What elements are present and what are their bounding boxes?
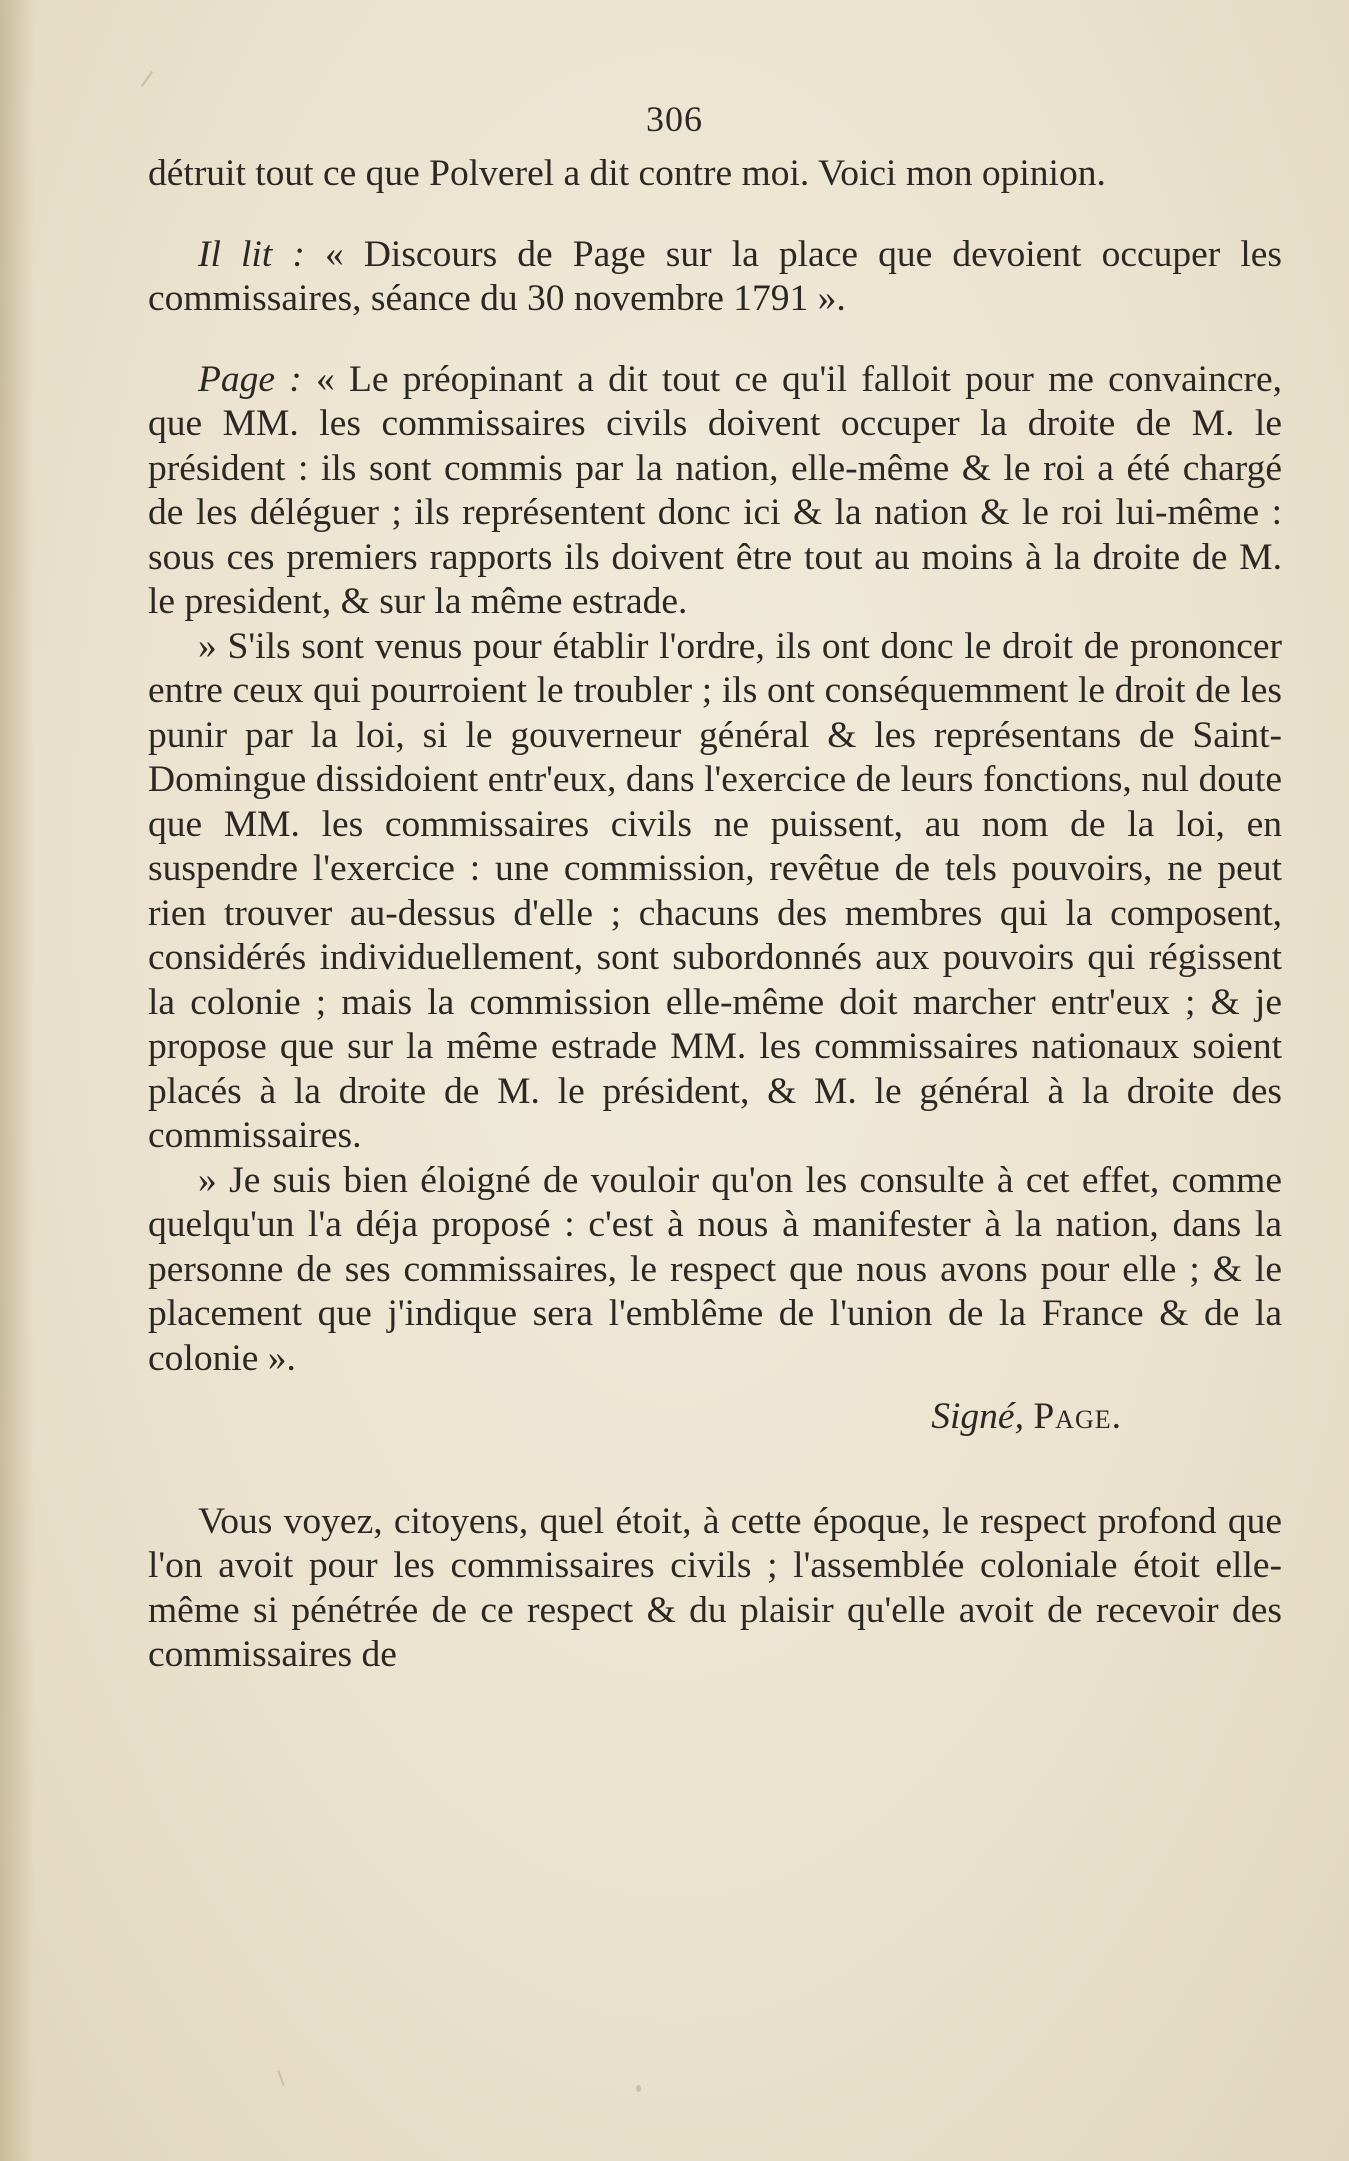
paragraph-text: « Discours de Page sur la place que devoient occuper les commissaires, séance du 30 novembre 1791 ». bbox=[148, 233, 1283, 319]
signature-prefix: Signé, bbox=[931, 1396, 1024, 1437]
paragraph-final: Vous voyez, citoyens, quel étoit, à cette époque, le respect profond que l'on avoit pour les commissaires civils ; l'assemblée coloniale étoit elle-même si pénétrée de ce respect & du plaisir qu'elle avoit de recevoir des commissaires de bbox=[148, 1500, 1282, 1675]
paragraph-il-lit bbox=[148, 233, 1282, 322]
signature-name: Page. bbox=[1033, 1396, 1122, 1437]
speaker-lead: Il lit : bbox=[198, 233, 305, 275]
paper-speck bbox=[141, 71, 153, 87]
paragraph-opening: détruit tout ce que Polverel a dit contre moi. Voici mon opinion. bbox=[148, 153, 1106, 194]
page-number: 306 bbox=[646, 99, 703, 139]
signature-line bbox=[148, 1395, 1282, 1440]
paragraph-page-speech bbox=[148, 358, 1282, 625]
paragraph-text: « Le préopinant a dit tout ce qu'il falloit pour me convaincre, que MM. les commissaires civils doivent occuper la droite de M. le président : ils sont commis par la nation, elle-même & le roi a été chargé de les déléguer ; ils représentent donc ici & la nation & le roi lui-même : sous ces premiers rapports ils doivent être tout au moins à la droite de M. le president, & sur la même estrade. bbox=[148, 358, 1282, 622]
paragraph-speech-continued: » S'ils sont venus pour établir l'ordre, ils ont donc le droit de prononcer entre ceux qui pourroient le troubler ; ils ont conséquemment le droit de les punir par la loi, si le gouverneur général & les représentans de Saint-Domingue dissidoient entr'eux, dans l'exercice de leurs fonctions, nul doute que MM. les commissaires civils ne puissent, au nom de la loi, en suspendre l'exercice : une commission, revêtue de tels pouvoirs, ne peut rien trouver au-dessus d'elle ; chacuns des membres qui la composent, considérés individuellement, sont subordonnés aux pouvoirs qui régissent la colonie ; mais la commission elle-même doit marcher entr'eux ; & je propose que sur la même estrade MM. les commissaires nationaux soient placés à la droite de M. le président, & M. le général à la droite des commissaires. bbox=[148, 625, 1282, 1156]
paragraph-speech-closing: » Je suis bien éloigné de vouloir qu'on les consulte à cet effet, comme quelqu'un l'a déja proposé : c'est à nous à manifester à la nation, dans la personne de ses commissaires, le respect que nous avons pour elle ; & le placement que j'indique sera l'emblême de l'union de la France & de la colonie ». bbox=[148, 1159, 1282, 1379]
paper-speck bbox=[636, 2085, 641, 2092]
page-text-block bbox=[148, 152, 1282, 1678]
paper-speck bbox=[277, 2070, 284, 2086]
speaker-lead: Page : bbox=[198, 358, 302, 400]
page-edge-shadow bbox=[0, 0, 34, 2161]
